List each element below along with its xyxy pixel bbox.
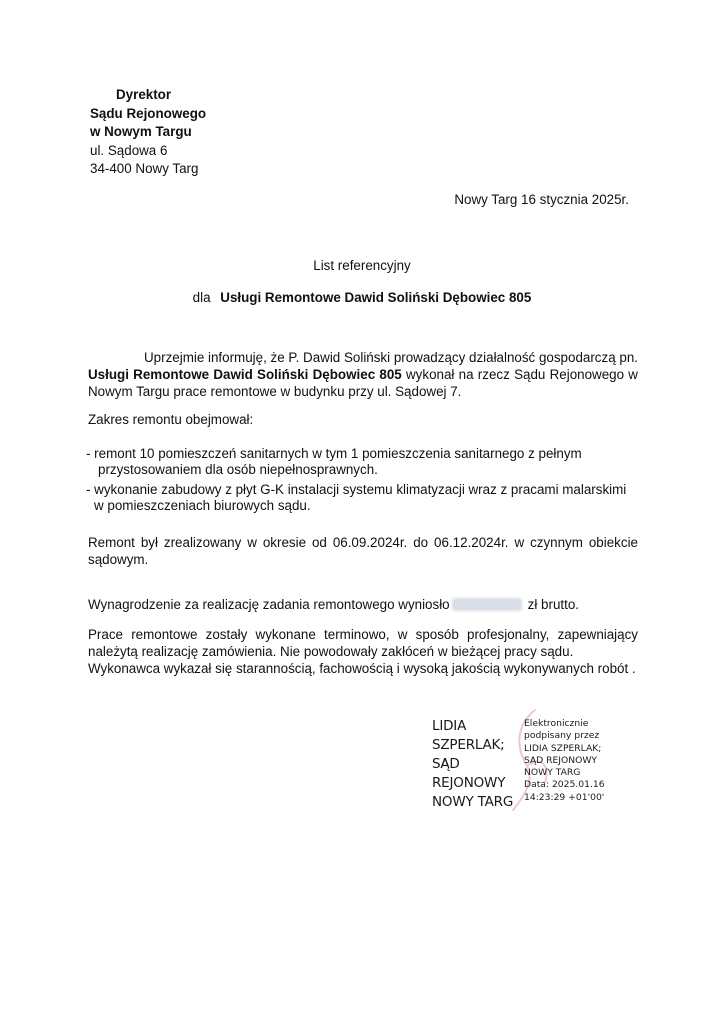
- signature-name-line: SĄD: [432, 756, 460, 772]
- recipient-line: w Nowym Targu: [90, 124, 192, 139]
- signature-name-line: LIDIA: [432, 718, 467, 734]
- closing-line: Prace remontowe zostały wykonane terminowo, w sposób profesjonalny, zapewniający należytą realizację zamówienia. Nie powodowały zakłóceń w bieżącej pracy sądu.: [88, 627, 638, 659]
- signature-name-line: SZPERLAK;: [432, 737, 505, 753]
- period-paragraph: Remont był zrealizowany w okresie od 06.09.2024r. do 06.12.2024r. w czynnym obiekcie sądowym.: [88, 535, 638, 567]
- scope-item-first: - remont 10 pomieszczeń sanitarnych w tym 1 pomieszczenia sanitarnego z pełnym: [86, 446, 582, 461]
- remuneration-before: Wynagrodzenie za realizację zadania remontowego wyniosło: [88, 597, 450, 612]
- intro-paragraph: [88, 349, 638, 400]
- recipient-line: 34-400 Nowy Targ: [90, 161, 199, 176]
- letter-subject: [0, 290, 724, 305]
- scope-intro: Zakres remontu obejmował:: [88, 412, 254, 427]
- date-line: Nowy Targ 16 stycznia 2025r.: [454, 192, 629, 207]
- remuneration-after: zł brutto.: [527, 597, 579, 612]
- signature-detail-line: Data: 2025.01.16: [524, 779, 605, 791]
- signature-detail-line: 14:23:29 +01'00': [524, 791, 605, 803]
- intro-text-2: wykonał na rzecz Sądu Rejonowego w Nowym Targu prace remontowe w budynku przy ul. Sądowej 7.: [88, 367, 638, 399]
- recipient-line: Sądu Rejonowego: [90, 105, 207, 121]
- remuneration-paragraph: [88, 596, 638, 613]
- subject-company: Usługi Remontowe Dawid Soliński Dębowiec 805: [220, 290, 532, 305]
- signature-name-line: NOWY TARG: [432, 794, 514, 810]
- redacted-amount: [452, 598, 522, 611]
- signature-name: [432, 717, 513, 812]
- signature-details: [524, 718, 605, 804]
- signature-detail-line: Elektronicznie: [524, 718, 589, 729]
- scope-item-cont: w pomieszczeniach biurowych sądu.: [94, 498, 311, 513]
- letter-title: List referencyjny: [313, 258, 411, 273]
- recipient-line: Dyrektor: [116, 87, 172, 102]
- signature-detail-line: LIDIA SZPERLAK;: [524, 742, 602, 754]
- intro-company: Usługi Remontowe Dawid Soliński Dębowiec 805: [88, 367, 402, 382]
- signature-detail-line: SĄD REJONOWY: [524, 754, 598, 766]
- recipient-line: ul. Sądowa 6: [90, 142, 168, 158]
- intro-text: Uprzejmie informuję, że P. Dawid Soliński prowadzący działalność gospodarczą pn.: [144, 350, 638, 365]
- scope-item-first: - wykonanie zabudowy z płyt G-K instalacji systemu klimatyzacji wraz z pracami malarskimi: [86, 482, 627, 497]
- scope-item-cont: przystosowaniem dla osób niepełnosprawnych.: [98, 462, 378, 477]
- subject-prefix: dla: [192, 290, 211, 305]
- signature-detail-line: NOWY TARG: [524, 767, 581, 779]
- signature-name-line: REJONOWY: [432, 775, 506, 791]
- recipient-address: [90, 86, 206, 179]
- closing-line: Wykonawca wykazał się starannością, fachowością i wysoką jakością wykonywanych robót .: [88, 661, 636, 676]
- closing-paragraph: [88, 626, 638, 677]
- signature-detail-line: podpisany przez: [524, 730, 600, 742]
